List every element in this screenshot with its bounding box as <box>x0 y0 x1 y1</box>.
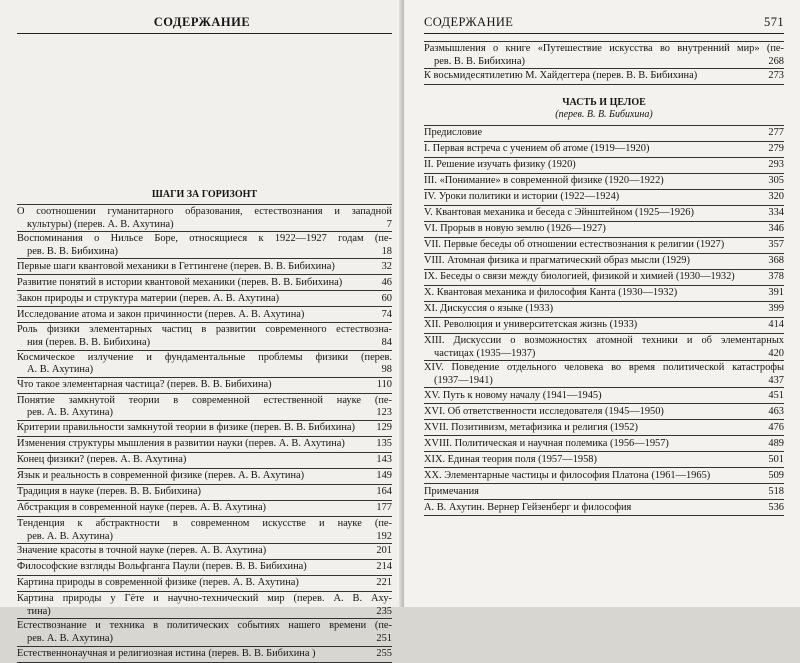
toc-entry <box>424 158 784 174</box>
toc-entry <box>17 544 392 560</box>
toc-entry-page: 320 <box>768 191 784 203</box>
toc-entry <box>424 361 784 388</box>
left-section-title: ШАГИ ЗА ГОРИЗОНТ <box>151 189 258 200</box>
toc-entry-title: V. Квантовая механика и беседа с Эйнштейном (1925—1926) <box>424 207 694 219</box>
toc-entry <box>424 334 784 361</box>
toc-entry-page: 378 <box>768 271 784 283</box>
toc-entry <box>17 453 392 469</box>
toc-entry-title-cont: культуры) (перев. А. В. Ахутина) <box>27 218 174 230</box>
toc-entry-title: Что такое элементарная частица? (перев. В. В. Бибихина) <box>17 378 272 390</box>
toc-entry <box>424 69 784 85</box>
toc-entry <box>17 647 392 663</box>
toc-entry-title: Понятие замкнутой теории в современной естественной науке (пе- <box>17 394 392 406</box>
toc-entry-title: XVIII. Политическая и научная полемика (1956—1957) <box>424 437 669 449</box>
toc-entry-page: 305 <box>768 175 784 187</box>
toc-entry <box>17 291 392 307</box>
toc-entry-title: I. Первая встреча с учением об атоме (1919—1920) <box>424 143 650 155</box>
toc-entry <box>424 206 784 222</box>
toc-entry-title: XIII. Дискуссии о возможностях атомной техники и об элементарных <box>424 335 784 346</box>
toc-entry-page: 414 <box>768 319 784 331</box>
toc-entry-page: 135 <box>376 438 392 450</box>
toc-entry-page: 129 <box>376 422 392 434</box>
toc-entry <box>17 307 392 323</box>
toc-entry-page: 501 <box>768 453 784 465</box>
toc-entry <box>17 204 392 232</box>
toc-entry-title: Предисловие <box>424 127 483 139</box>
toc-entry-page: 509 <box>768 469 784 481</box>
toc-entry <box>17 232 392 259</box>
toc-entry-title: А. В. Ахутин. Вернер Гейзенберг и философия <box>424 501 632 513</box>
toc-entry-title-cont: ния (перев. В. В. Бибихина) <box>27 336 151 348</box>
toc-entry <box>424 452 784 468</box>
toc-entry <box>424 270 784 286</box>
toc-entry-title: О соотношении гуманитарного образования, естествознания и западной <box>17 206 392 217</box>
toc-entry-page: 279 <box>768 143 784 155</box>
toc-entry-page: 235 <box>376 605 392 617</box>
toc-entry <box>424 388 784 404</box>
toc-entry-title-cont: А. В. Ахутина) <box>27 364 94 376</box>
toc-entry-page: 18 <box>381 245 392 257</box>
toc-entry-page: 221 <box>376 577 392 589</box>
toc-entry-title: Космическое излучение и фундаментальные проблемы физики (перев. <box>17 351 392 363</box>
toc-entry-page: 437 <box>768 374 784 386</box>
toc-entry-title: XVI. Об ответственности исследователя (1945—1950) <box>424 405 664 417</box>
toc-entry-page: 60 <box>381 292 392 304</box>
page-number: 571 <box>764 15 784 29</box>
left-toc <box>17 204 392 663</box>
toc-entry-page: 277 <box>768 127 784 139</box>
right-running-header <box>424 15 784 30</box>
toc-entry-page: 399 <box>768 303 784 315</box>
toc-entry-title: Естественнонаучная и религиозная истина (перев. В. В. Бибихина ) <box>17 647 316 659</box>
toc-entry-page: 391 <box>768 287 784 299</box>
toc-entry-page: 149 <box>376 470 392 482</box>
toc-entry <box>17 351 392 378</box>
toc-entry <box>424 436 784 452</box>
toc-entry <box>17 501 392 517</box>
toc-entry-title: XX. Элементарные частицы и философия Платона (1961—1965) <box>424 469 711 481</box>
toc-entry-page: 74 <box>381 308 392 320</box>
toc-entry-page: 334 <box>768 207 784 219</box>
toc-entry-title: Картина природы в современной физике (перев. А. В. Ахутина) <box>17 577 299 589</box>
toc-entry-title: VII. Первые беседы об отношении естествознания к религии (1927) <box>424 239 725 251</box>
toc-entry-page: 98 <box>381 364 392 376</box>
toc-entry-page: 357 <box>768 239 784 251</box>
toc-entry-title: Исследование атома и закон причинности (перев. А. В. Ахутина) <box>17 308 305 320</box>
toc-entry-page: 84 <box>381 336 392 348</box>
toc-entry-title: Традиция в науке (перев. В. В. Бибихина) <box>17 486 202 498</box>
toc-entry-title: II. Решение изучать физику (1920) <box>424 159 576 171</box>
toc-entry <box>17 576 392 592</box>
toc-entry-title: VI. Прорыв в новую землю (1926—1927) <box>424 223 606 235</box>
toc-entry <box>424 190 784 206</box>
toc-entry-title-cont: рев. А. В. Ахутина) <box>27 407 113 419</box>
toc-entry-title-cont: тина) <box>27 605 51 617</box>
toc-entry-title: III. «Понимание» в современной физике (1920—1922) <box>424 175 664 187</box>
toc-entry-page: 123 <box>376 407 392 419</box>
toc-entry-title: XIV. Поведение отдельного человека во время политической катастрофы <box>424 362 784 374</box>
toc-entry <box>17 592 392 619</box>
toc-entry-page: 192 <box>376 530 392 542</box>
toc-entry-page: 251 <box>376 632 392 644</box>
toc-entry-page: 7 <box>386 218 392 230</box>
toc-entry-title: XIX. Единая теория поля (1957—1958) <box>424 453 597 465</box>
toc-entry-title-cont: рев. В. В. Бибихина) <box>434 55 525 67</box>
toc-entry-title: XVII. Позитивизм, метафизика и религия (1952) <box>424 421 638 433</box>
right-section-title: ЧАСТЬ И ЦЕЛОЕ <box>562 97 646 108</box>
toc-entry <box>17 378 392 394</box>
toc-entry-title: Закон природы и структура материи (перев. А. В. Ахутина) <box>17 292 280 304</box>
toc-entry-title: Примечания <box>424 485 479 497</box>
toc-entry <box>17 437 392 453</box>
toc-entry-title: VIII. Атомная физика и прагматический образ мысли (1929) <box>424 255 690 267</box>
toc-entry-page: 346 <box>768 223 784 235</box>
toc-entry-page: 164 <box>376 486 392 498</box>
toc-entry-title: XV. Путь к новому началу (1941—1945) <box>424 389 602 401</box>
toc-entry-title: XI. Дискуссия о языке (1933) <box>424 303 554 315</box>
toc-entry <box>424 41 784 69</box>
toc-entry-title-cont: (1937—1941) <box>434 374 493 386</box>
toc-entry-page: 268 <box>768 55 784 67</box>
toc-entry-title: Критерии правильности замкнутой теории в физике (перев. В. В. Бибихина) <box>17 422 355 434</box>
right-page <box>404 0 800 607</box>
toc-entry-page: 368 <box>768 255 784 267</box>
toc-entry-title-cont: рев. А. В. Ахутина) <box>27 632 113 644</box>
toc-entry-title: Первые шаги квантовой механики в Геттингене (перев. В. В. Бибихина) <box>17 260 335 272</box>
toc-entry-page: 273 <box>768 70 784 82</box>
toc-entry-title: Размышления о книге «Путешествие искусства во внутренний мир» (пе- <box>424 43 784 54</box>
toc-entry-title: Абстракция в современной науке (перев. А. В. Ахутина) <box>17 502 267 514</box>
toc-entry-page: 214 <box>376 561 392 573</box>
toc-entry-page: 518 <box>768 485 784 497</box>
toc-entry-title: XII. Революция и университетская жизнь (1933) <box>424 319 638 331</box>
toc-entry-page: 177 <box>376 502 392 514</box>
toc-entry <box>17 469 392 485</box>
toc-entry <box>17 394 392 421</box>
toc-entry <box>17 485 392 501</box>
toc-entry-title-cont: рев. В. В. Бибихина) <box>27 245 118 257</box>
toc-entry <box>424 222 784 238</box>
toc-entry-page: 420 <box>768 347 784 359</box>
toc-entry-page: 476 <box>768 421 784 433</box>
toc-entry-title: Изменения структуры мышления в развитии науки (перев. А. В. Ахутина) <box>17 438 345 450</box>
toc-entry <box>17 323 392 350</box>
toc-entry-page: 255 <box>376 647 392 659</box>
toc-entry-title: Естествознание и техника в политических событиях нашего времени (пе- <box>17 620 392 632</box>
toc-entry <box>424 254 784 270</box>
right-section-subtitle: (перев. В. В. Бибихина) <box>555 109 653 120</box>
toc-entry <box>17 259 392 275</box>
toc-entry-page: 143 <box>376 454 392 466</box>
toc-entry-title: X. Квантовая механика и философия Канта (1930—1932) <box>424 287 678 299</box>
toc-entry-title: Развитие понятий в истории квантовой механики (перев. В. В. Бибихина) <box>17 276 343 288</box>
left-running-header: СОДЕРЖАНИЕ <box>153 15 251 29</box>
right-toc-top <box>424 41 784 85</box>
toc-entry-page: 32 <box>381 260 392 272</box>
toc-entry-title: Философские взгляды Вольфганга Паули (перев. В. В. Бибихина) <box>17 561 307 573</box>
toc-entry-title: Язык и реальность в современной физике (перев. А. В. Ахутина) <box>17 470 305 482</box>
toc-entry-page: 110 <box>376 378 392 390</box>
toc-entry <box>17 275 392 291</box>
toc-entry-page: 463 <box>768 405 784 417</box>
toc-entry-page: 489 <box>768 437 784 449</box>
toc-entry-title: Значение красоты в точной науке (перев. А. В. Ахутина) <box>17 545 267 557</box>
toc-entry-title: IV. Уроки политики и истории (1922—1924) <box>424 191 620 203</box>
toc-entry <box>424 238 784 254</box>
toc-entry <box>424 468 784 484</box>
toc-entry <box>424 404 784 420</box>
toc-entry <box>424 142 784 158</box>
right-header-title: СОДЕРЖАНИЕ <box>424 15 514 29</box>
toc-entry-title: Тенденция к абстрактности в современном искусстве и науке (пе- <box>17 517 392 529</box>
toc-entry-title-cont: рев. А. В. Ахутина) <box>27 530 113 542</box>
right-toc <box>424 125 784 516</box>
toc-entry <box>424 484 784 500</box>
toc-entry-page: 293 <box>768 159 784 171</box>
toc-entry <box>424 420 784 436</box>
toc-entry-page: 46 <box>381 276 392 288</box>
toc-entry-page: 451 <box>768 389 784 401</box>
toc-entry-title: IX. Беседы о связи между биологией, физикой и химией (1930—1932) <box>424 271 735 283</box>
toc-entry-title: К восьмидесятилетию М. Хайдеггера (перев. В. В. Бибихина) <box>424 70 698 82</box>
toc-entry-page: 201 <box>376 545 392 557</box>
toc-entry <box>424 500 784 516</box>
toc-entry <box>424 286 784 302</box>
toc-entry-title: Конец физики? (перев. А. В. Ахутина) <box>17 454 187 466</box>
toc-entry-title: Воспоминания о Нильсе Боре, относящиеся к 1922—1927 годам (пе- <box>17 233 392 245</box>
left-header-rule <box>17 33 392 34</box>
toc-entry <box>17 560 392 576</box>
toc-entry-title-cont: частицах (1935—1937) <box>434 347 536 359</box>
toc-entry-page: 536 <box>768 501 784 513</box>
toc-entry <box>424 174 784 190</box>
toc-entry <box>424 302 784 318</box>
toc-entry <box>424 125 784 142</box>
right-header-rule <box>424 33 784 34</box>
toc-entry-title: Картина природы у Гёте и научно-технический мир (перев. А. В. Аху- <box>17 593 392 605</box>
toc-entry <box>17 517 392 544</box>
toc-entry-title: Роль физики элементарных частиц в развитии современного естествозна- <box>17 324 392 336</box>
toc-entry <box>17 619 392 646</box>
toc-entry <box>424 318 784 334</box>
toc-entry <box>17 421 392 437</box>
